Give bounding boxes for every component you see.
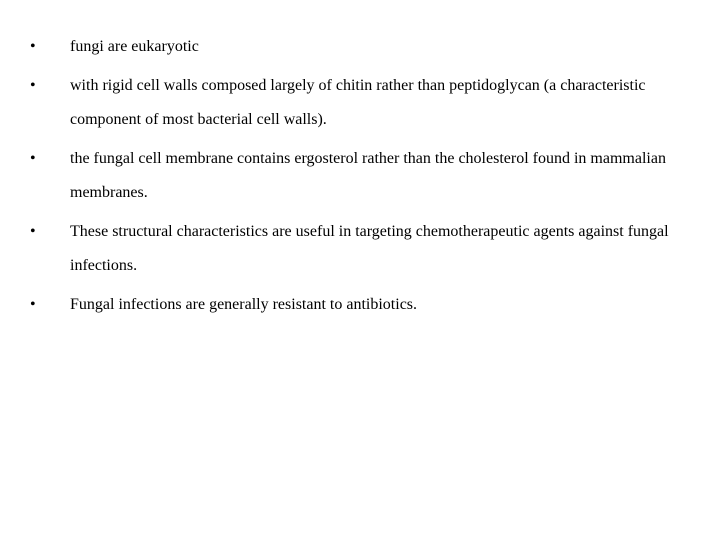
bullet-dot-icon: •: [30, 295, 36, 313]
bullet-list: [30, 30, 690, 322]
bullet-dot-icon: •: [30, 38, 36, 55]
bullet-text: the fungal cell membrane contains ergosterol rather than the cholesterol found in mammalian membranes.: [70, 149, 666, 201]
bullet-item-eukaryotic: [30, 30, 690, 65]
bullet-text: fungi are eukaryotic: [70, 38, 199, 55]
bullet-item-cell-walls: [30, 69, 690, 138]
bullet-dot-icon: •: [30, 149, 36, 167]
bullet-text: Fungal infections are generally resistant to antibiotics.: [70, 295, 418, 313]
bullet-dot-icon: •: [30, 76, 36, 94]
bullet-dot-icon: •: [30, 222, 36, 240]
bullet-item-antibiotic-resistance: [30, 288, 690, 323]
bullet-text: with rigid cell walls composed largely of chitin rather than peptidoglycan (a characteristic component of most bacterial cell walls).: [70, 76, 646, 128]
bullet-item-structural-characteristics: [30, 215, 690, 284]
bullet-text: These structural characteristics are useful in targeting chemotherapeutic agents against fungal infections.: [70, 222, 669, 274]
bullet-item-cell-membrane: [30, 142, 690, 211]
